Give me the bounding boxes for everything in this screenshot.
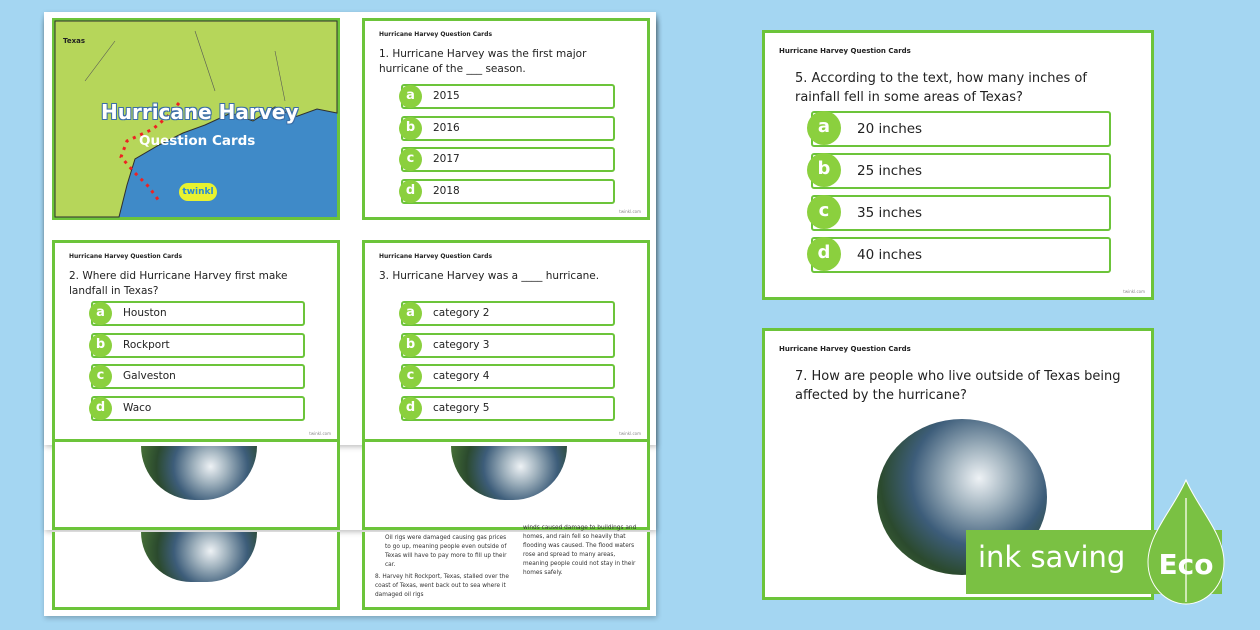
globe-image bbox=[451, 446, 567, 500]
option-d[interactable] bbox=[401, 179, 615, 204]
option-d[interactable] bbox=[811, 237, 1111, 273]
options bbox=[401, 301, 615, 427]
globe-image bbox=[141, 532, 257, 582]
bottom-card-left-1 bbox=[52, 440, 340, 530]
option-text: Rockport bbox=[123, 338, 170, 351]
footer: twinkl.com bbox=[309, 431, 331, 436]
letter-badge: b bbox=[399, 117, 422, 140]
footer: twinkl.com bbox=[1123, 289, 1145, 294]
option-b[interactable] bbox=[401, 116, 615, 141]
question-card-3 bbox=[362, 240, 650, 442]
bottom-card-left-2 bbox=[52, 532, 340, 610]
option-a[interactable] bbox=[401, 84, 615, 109]
option-text: 35 inches bbox=[857, 205, 923, 221]
footer: twinkl.com bbox=[619, 431, 641, 436]
option-text: category 5 bbox=[433, 401, 490, 414]
map-label: Texas bbox=[63, 37, 85, 45]
card-header: Hurricane Harvey Question Cards bbox=[69, 253, 183, 260]
question-3: 3. Hurricane Harvey was a ____ hurricane. bbox=[379, 270, 600, 282]
letter-badge: b bbox=[89, 334, 112, 357]
option-c[interactable] bbox=[401, 364, 615, 389]
letter-badge: a bbox=[89, 302, 112, 325]
bottom-card-right-2 bbox=[362, 525, 650, 610]
answer-8: 8. Harvey hit Rockport, Texas, stalled over the coast of Texas, went back out to sea where it damaged oil rigs bbox=[375, 574, 509, 598]
option-text: Galveston bbox=[123, 370, 176, 382]
question-2: 2. Where did Hurricane Harvey first make landfall in Texas? bbox=[69, 270, 288, 297]
option-text: category 3 bbox=[433, 338, 490, 351]
bottom-card-right-1 bbox=[362, 440, 650, 530]
leaf-drop-icon bbox=[1144, 478, 1228, 606]
option-d[interactable] bbox=[401, 396, 615, 421]
option-text: 25 inches bbox=[857, 163, 923, 179]
card-header: Hurricane Harvey Question Cards bbox=[779, 345, 911, 353]
option-text: 40 inches bbox=[857, 247, 923, 263]
option-text: 2017 bbox=[433, 153, 460, 165]
globe-image bbox=[141, 446, 257, 500]
letter-badge: c bbox=[89, 365, 112, 388]
letter-badge: d bbox=[89, 397, 112, 420]
answer-text-right: winds caused damage to buildings and homes, and rain fell so heavily that flooding was caused. The flood waters rose and spread to many areas, meaning people could not stay in their homes safely. bbox=[523, 525, 637, 576]
option-b[interactable] bbox=[811, 153, 1111, 189]
cover-subtitle: Question Cards bbox=[139, 133, 256, 149]
footer: twinkl.com bbox=[619, 209, 641, 214]
eco-label: Eco bbox=[1158, 548, 1214, 581]
letter-badge: d bbox=[399, 397, 422, 420]
option-text: category 4 bbox=[433, 370, 490, 382]
option-text: 2016 bbox=[433, 121, 460, 134]
option-text: Waco bbox=[123, 401, 152, 414]
question-5: 5. According to the text, how many inches of rainfall fell in some areas of Texas? bbox=[795, 71, 1087, 105]
letter-badge: c bbox=[399, 148, 422, 171]
letter-badge: a bbox=[399, 302, 422, 325]
question-1: 1. Hurricane Harvey was the first major hurricane of the ___ season. bbox=[379, 48, 587, 75]
card-header: Hurricane Harvey Question Cards bbox=[379, 31, 493, 38]
option-c[interactable] bbox=[811, 195, 1111, 231]
options bbox=[91, 301, 305, 427]
option-d[interactable] bbox=[91, 396, 305, 421]
options bbox=[811, 111, 1111, 279]
letter-badge: d bbox=[399, 180, 422, 203]
card-header: Hurricane Harvey Question Cards bbox=[779, 47, 911, 55]
letter-badge: d bbox=[807, 237, 841, 271]
letter-badge: b bbox=[807, 153, 841, 187]
question-card-2 bbox=[52, 240, 340, 442]
question-card-5 bbox=[762, 30, 1154, 300]
option-a[interactable] bbox=[811, 111, 1111, 147]
cover-card bbox=[52, 18, 340, 220]
letter-badge: b bbox=[399, 334, 422, 357]
option-text: Houston bbox=[123, 307, 167, 319]
card-header: Hurricane Harvey Question Cards bbox=[379, 253, 493, 260]
answer-7: Oil rigs were damaged causing gas prices to go up, meaning people even outside of Texas will have to pay more to fill up their car. bbox=[385, 535, 507, 568]
option-b[interactable] bbox=[401, 333, 615, 358]
option-text: 2015 bbox=[433, 90, 460, 102]
letter-badge: a bbox=[807, 111, 841, 145]
cover-title: Hurricane Harvey bbox=[101, 100, 299, 124]
letter-badge: c bbox=[399, 365, 422, 388]
option-c[interactable] bbox=[91, 364, 305, 389]
twinkl-logo: twinkl bbox=[179, 183, 217, 201]
option-c[interactable] bbox=[401, 147, 615, 172]
answer-text-left bbox=[375, 534, 509, 600]
question-7: 7. How are people who live outside of Texas being affected by the hurricane? bbox=[795, 369, 1121, 403]
option-text: category 2 bbox=[433, 307, 490, 319]
option-text: 2018 bbox=[433, 184, 460, 197]
letter-badge: a bbox=[399, 85, 422, 108]
question-card-1 bbox=[362, 18, 650, 220]
options bbox=[401, 84, 615, 210]
eco-drop-icon bbox=[1144, 478, 1228, 606]
option-b[interactable] bbox=[91, 333, 305, 358]
ink-saving-label: ink saving bbox=[978, 540, 1126, 574]
option-a[interactable] bbox=[91, 301, 305, 326]
option-a[interactable] bbox=[401, 301, 615, 326]
option-text: 20 inches bbox=[857, 121, 923, 137]
letter-badge: c bbox=[807, 195, 841, 229]
